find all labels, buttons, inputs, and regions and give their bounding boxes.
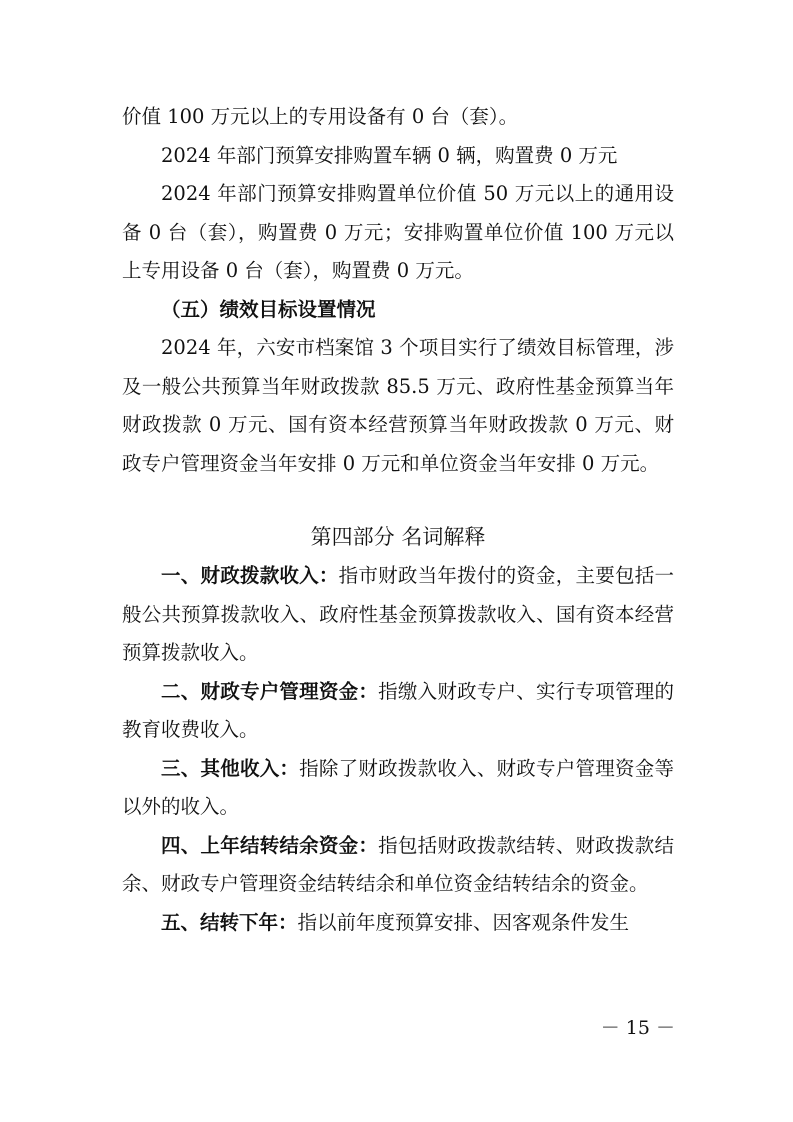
paragraph-vehicles: 2024 年部门预算安排购置车辆 0 辆，购置费 0 万元: [161, 143, 618, 167]
definition-text: 指除了财政拨款收入、财政专户管理资金等以外的收入。: [122, 756, 674, 818]
definition-term: 一、财政拨款收入：: [161, 564, 339, 587]
definition-term: 四、上年结转结余资金：: [161, 833, 379, 857]
definition-text: 指市财政当年拨付的资金，主要包括一般公共预算拨款收入、政府性基金预算拨款收入、国有资本经营预算拨款收入。: [122, 564, 674, 664]
part-title: 第四部分 名词解释: [310, 525, 486, 549]
definition-item: [122, 904, 674, 943]
definition-text: 指以前年度预算安排、因客观条件发生: [297, 910, 630, 934]
definition-item: [122, 673, 674, 750]
definition-term: 三、其他收入：: [161, 756, 300, 780]
definition-item: [122, 827, 674, 904]
definition-term: 五、结转下年：: [161, 910, 298, 934]
definition-item: [122, 750, 674, 827]
definition-text: 指缴入财政专户、实行专项管理的教育收费收入。: [122, 679, 674, 741]
definition-term: 二、财政专户管理资金：: [161, 679, 379, 703]
definition-item: [122, 557, 674, 673]
paragraph-equipment: 2024 年部门预算安排购置单位价值 50 万元以上的通用设备 0 台（套），购置费 0 万元；安排购置单位价值 100 万元以上专用设备 0 台（套），购置费 0 万元。: [122, 182, 674, 282]
section-heading-performance: （五）绩效目标设置情况: [161, 297, 376, 321]
paragraph-performance: 2024 年，六安市档案馆 3 个项目实行了绩效目标管理，涉及一般公共预算当年财政拨款 85.5 万元、政府性基金预算当年财政拨款 0 万元、国有资本经营预算当年财政拨款 0 万元、财政专户管理资金当年安排 0 万元和单位资金当年安排 0 万元。: [122, 336, 674, 475]
definition-text: 指包括财政拨款结转、财政拨款结余、财政专户管理资金结转结余和单位资金结转结余的资金。: [122, 833, 674, 895]
document-body: [122, 98, 674, 942]
page-number: － 15 －: [600, 1017, 675, 1039]
paragraph-continued: 价值 100 万元以上的专用设备有 0 台（套）。: [122, 105, 519, 128]
